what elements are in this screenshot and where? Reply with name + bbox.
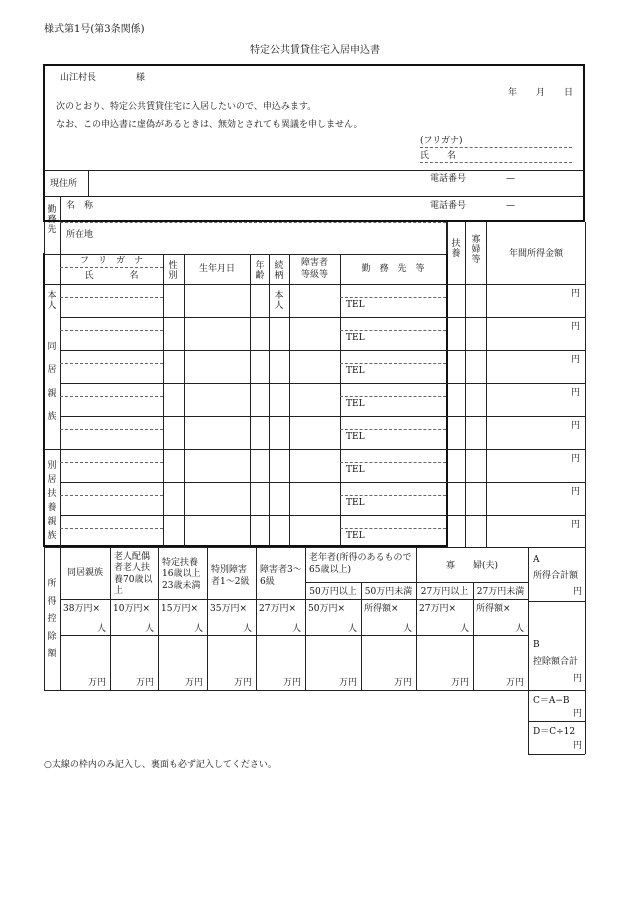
header-relation: 続柄 <box>274 261 284 281</box>
person-count-field[interactable] <box>62 620 98 630</box>
b-total-field[interactable] <box>532 672 570 682</box>
person-count-field[interactable] <box>363 620 404 630</box>
header-disability: 障害者等級等 <box>300 258 328 280</box>
d-field[interactable] <box>532 739 570 749</box>
d-yen: 円 <box>573 741 583 751</box>
person-count-field[interactable] <box>258 620 293 630</box>
member-name-field[interactable] <box>62 498 160 508</box>
elderly-sub-under: 50万円未満 <box>364 587 413 597</box>
man-yen-unit: 万円 <box>135 678 154 688</box>
separate-label: 別居扶養親族 <box>47 461 57 541</box>
work-name-field[interactable] <box>110 200 410 210</box>
member-income-field[interactable] <box>490 525 568 535</box>
member-name-field[interactable] <box>62 531 160 541</box>
person-count-field[interactable] <box>475 620 516 630</box>
tel-label: TEL <box>346 498 365 508</box>
header-furigana: フ リ ガ ナ <box>79 256 143 266</box>
a-total-field[interactable] <box>532 585 570 595</box>
deduction-amount-field[interactable] <box>363 676 394 686</box>
applicant-name-field[interactable] <box>470 151 570 161</box>
applicant-furigana-field[interactable] <box>470 136 570 146</box>
man-yen-unit: 万円 <box>450 678 469 688</box>
address-phone-dash: — <box>506 174 515 184</box>
deduction-section-label: 所得控除額 <box>47 579 57 660</box>
member-birthdate-field[interactable] <box>186 294 248 304</box>
deduction-header-widow: 寡 婦(夫) <box>445 561 499 571</box>
work-label: 勤務先 <box>47 205 57 235</box>
income-yen: 円 <box>571 388 581 398</box>
address-label: 現住所 <box>50 179 78 189</box>
header-workplace: 勤 務 先 等 <box>361 264 425 274</box>
rate-label: 10万円× <box>113 604 150 614</box>
man-yen-unit: 万円 <box>393 678 412 688</box>
deduction-amount-field[interactable] <box>258 676 283 686</box>
d-text: D＝C÷12 <box>533 727 576 737</box>
form-title: 特定公共賃貸住宅入居申込書 <box>250 45 380 56</box>
member-name-field[interactable] <box>62 300 160 310</box>
rate-label: 15万円× <box>161 604 198 614</box>
deduction-header-elderly: 老年者(所得のあるもので65歳以上) <box>309 553 412 575</box>
member-furigana-field[interactable] <box>62 352 160 362</box>
rate-label: 27万円× <box>259 604 296 614</box>
person-unit: 人 <box>514 624 524 634</box>
member-income-field[interactable] <box>490 327 568 337</box>
man-yen-unit: 万円 <box>505 678 524 688</box>
rate-label: 38万円× <box>63 604 100 614</box>
widow-sub-under: 27万円未満 <box>476 587 525 597</box>
member-furigana-field[interactable] <box>62 517 160 527</box>
date-year-label: 年 <box>508 88 518 98</box>
header-birthdate: 生年月日 <box>198 264 235 274</box>
deduction-amount-field[interactable] <box>112 676 136 686</box>
rate-label: 35万円× <box>210 604 247 614</box>
deduction-header-elderly-spouse: 老人配偶者老人扶養70歳以上 <box>114 552 153 596</box>
b-yen: 円 <box>573 674 583 684</box>
deduction-header-special-disabled: 特別障害者1〜2級 <box>211 565 250 587</box>
person-unit: 人 <box>144 624 154 634</box>
work-phone-label: 電話番号 <box>430 201 467 211</box>
member-tel-field[interactable] <box>366 399 442 409</box>
work-phone-field[interactable] <box>476 200 576 210</box>
form-number: 様式第1号(第3条関係) <box>44 24 145 35</box>
tel-label: TEL <box>346 432 365 442</box>
member-birthdate-field[interactable] <box>186 459 248 469</box>
person-unit: 人 <box>291 624 301 634</box>
header-name: 氏 名 <box>84 271 139 281</box>
rate-label: 27万円× <box>419 604 456 614</box>
deduction-amount-field[interactable] <box>475 676 506 686</box>
rate-label: 所得額× <box>476 604 511 614</box>
member-income-field[interactable] <box>490 492 568 502</box>
member-furigana-field[interactable] <box>62 286 160 296</box>
member-tel-field[interactable] <box>366 531 442 541</box>
tel-label: TEL <box>346 366 365 376</box>
member-furigana-field[interactable] <box>62 319 160 329</box>
deduction-amount-field[interactable] <box>160 676 185 686</box>
member-birthdate-field[interactable] <box>186 393 248 403</box>
deduction-header-disabled: 障害者3〜6級 <box>260 565 302 587</box>
person-unit: 人 <box>347 624 357 634</box>
date-day-label: 日 <box>564 88 574 98</box>
tel-label: TEL <box>346 399 365 409</box>
income-yen: 円 <box>571 289 581 299</box>
member-furigana-field[interactable] <box>62 385 160 395</box>
member-furigana-field[interactable] <box>62 484 160 494</box>
man-yen-unit: 万円 <box>338 678 357 688</box>
member-name-field[interactable] <box>62 366 160 376</box>
deduction-amount-field[interactable] <box>62 676 88 686</box>
man-yen-unit: 万円 <box>282 678 301 688</box>
work-location-field[interactable] <box>110 229 440 239</box>
member-tel-field[interactable] <box>366 432 442 442</box>
member-income-field[interactable] <box>490 459 568 469</box>
applicant-furigana-label: (フリガナ) <box>420 136 463 146</box>
cohabit-label: 同居親族 <box>47 342 57 423</box>
income-yen: 円 <box>571 355 581 365</box>
person-unit: 人 <box>242 624 252 634</box>
work-location-label: 所在地 <box>66 230 94 240</box>
c-yen: 円 <box>573 709 583 719</box>
man-yen-unit: 万円 <box>233 678 252 688</box>
member-name-field[interactable] <box>62 432 160 442</box>
income-yen: 円 <box>571 520 581 530</box>
header-income: 年間所得金額 <box>508 249 563 259</box>
address-phone-field[interactable] <box>476 174 576 184</box>
rate-label: 50万円× <box>308 604 345 614</box>
member-birthdate-field[interactable] <box>186 492 248 502</box>
intro-line-1: 次のとおり、特定公共賃貸住宅に入居したいので、申込みます。 <box>56 102 317 112</box>
member-tel-field[interactable] <box>366 300 442 310</box>
member-tel-field[interactable] <box>366 498 442 508</box>
address-phone-label: 電話番号 <box>430 174 467 184</box>
person-count-field[interactable] <box>307 620 349 630</box>
deduction-amount-field[interactable] <box>209 676 234 686</box>
man-yen-unit: 万円 <box>87 678 106 688</box>
income-yen: 円 <box>571 322 581 332</box>
date-year-field[interactable] <box>470 87 506 97</box>
member-name-field[interactable] <box>62 465 160 475</box>
member-tel-field[interactable] <box>366 366 442 376</box>
address-field[interactable] <box>92 176 412 186</box>
deduction-header-cohabit: 同居親族 <box>66 568 103 578</box>
member-income-field[interactable] <box>490 426 568 436</box>
addressee-honorific: 様 <box>136 73 146 83</box>
a-text: 所得合計額 <box>533 571 579 581</box>
a-label: A <box>533 555 540 565</box>
member-income-field[interactable] <box>490 360 568 370</box>
member-furigana-field[interactable] <box>62 451 160 461</box>
header-widow: 寡婦等 <box>471 235 481 265</box>
member-income-field[interactable] <box>490 393 568 403</box>
income-yen: 円 <box>571 421 581 431</box>
person-unit: 人 <box>193 624 203 634</box>
member-tel-field[interactable] <box>366 465 442 475</box>
income-yen: 円 <box>571 487 581 497</box>
member-furigana-field[interactable] <box>62 418 160 428</box>
person-unit: 人 <box>402 624 412 634</box>
work-phone-dash: — <box>506 201 515 211</box>
deduction-amount-field[interactable] <box>307 676 339 686</box>
a-yen: 円 <box>573 587 583 597</box>
date-month-label: 月 <box>536 88 546 98</box>
person-count-field[interactable] <box>112 620 146 630</box>
member-birthdate-field[interactable] <box>186 327 248 337</box>
header-dependent: 扶養 <box>451 239 461 259</box>
member-income-field[interactable] <box>490 294 568 304</box>
member-tel-field[interactable] <box>366 333 442 343</box>
self-relation: 本人 <box>274 291 284 311</box>
tel-label: TEL <box>346 465 365 475</box>
member-birthdate-field[interactable] <box>186 525 248 535</box>
tel-label: TEL <box>346 531 365 541</box>
rate-label: 所得額× <box>364 604 399 614</box>
income-yen: 円 <box>571 454 581 464</box>
self-label: 本人 <box>47 291 57 311</box>
person-unit: 人 <box>96 624 106 634</box>
footer-note: ○太線の枠内のみ記入し、裏面も必ず記入してください。 <box>44 760 277 770</box>
tel-label: TEL <box>346 333 365 343</box>
c-text: C＝A−B <box>533 696 570 706</box>
person-count-field[interactable] <box>209 620 244 630</box>
deduction-header-specific-dependent: 特定扶養16歳以上23歳未満 <box>162 558 201 591</box>
intro-line-2: なお、この申込書に虚偽があるときは、無効とされても異議を申しません。 <box>56 120 363 130</box>
addressee: 山江村長 <box>60 73 97 83</box>
applicant-name-label: 氏 名 <box>420 151 457 161</box>
elderly-sub-over: 50万円以上 <box>309 587 357 597</box>
deduction-amount-field[interactable] <box>418 676 451 686</box>
b-text: 控除額合計 <box>533 657 579 667</box>
member-birthdate-field[interactable] <box>186 426 248 436</box>
widow-sub-over: 27万円以上 <box>420 587 469 597</box>
member-name-field[interactable] <box>62 399 160 409</box>
work-name-label: 名 称 <box>66 201 94 211</box>
header-age: 年齢 <box>255 261 265 281</box>
person-count-field[interactable] <box>160 620 195 630</box>
member-name-field[interactable] <box>62 333 160 343</box>
c-field[interactable] <box>532 707 570 717</box>
tel-label: TEL <box>346 300 365 310</box>
man-yen-unit: 万円 <box>184 678 203 688</box>
person-unit: 人 <box>459 624 469 634</box>
member-birthdate-field[interactable] <box>186 360 248 370</box>
b-label: B <box>533 640 540 650</box>
header-gender: 性別 <box>168 261 178 281</box>
person-count-field[interactable] <box>418 620 461 630</box>
